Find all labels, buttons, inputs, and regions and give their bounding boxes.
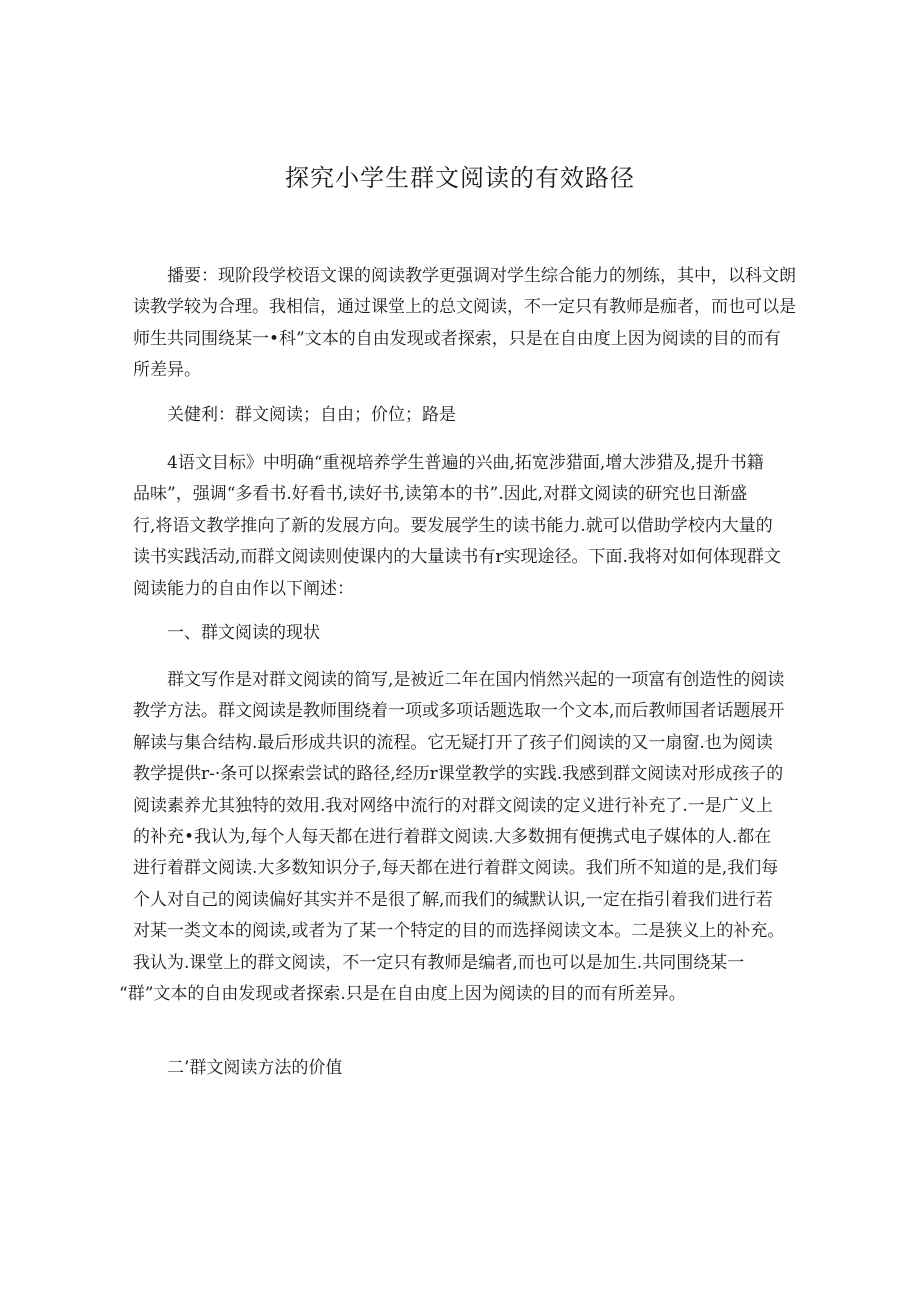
- intro-paragraph: [133, 448, 793, 605]
- section1-line: 进行着群文阅读.大多数知识分子,每天都在进行着群文阅读。我们所不知道的是,我们每: [133, 858, 779, 879]
- section-heading-1: 一、群文阅读的现状: [167, 623, 320, 643]
- section1-line: 的补充•我认为,每个人每天都在进行着群文阅读.大多数拥有便携式电子媒体的人.都在: [133, 827, 772, 848]
- keywords-line: 关健利：群文阅读；自由；价位；路是: [167, 405, 456, 425]
- abstract-paragraph: [133, 261, 796, 387]
- section1-line: “群”文本的自由发现或者探索.只是在自由度上因为阅读的目的而有所差异。: [119, 984, 686, 1005]
- section1-line: 教学方法。群文阅读是教师围绕着一项或多项话题选取一个文本,而后教师国者话题展开: [133, 701, 785, 722]
- abstract-line: 所差异。: [133, 360, 201, 381]
- section1-line: 个人对自己的阅读偏好其实并不是很了解,而我们的缄默认识,一定在指引着我们进行若: [133, 889, 773, 910]
- section1-line: 解读与集合结构.最后形成共识的流程。它无疑打开了孩子们阅读的又一扇窗.也为阅读: [133, 732, 773, 753]
- intro-line: 读书实践活动,而群文阅读则使课内的大量读书有r实现途径。下面.我将对如何体现群文: [133, 547, 781, 568]
- abstract-line: 读教学较为合理。我相信，通过课堂上的总文阅读，不一定只有教师是痂者，而也可以是: [133, 297, 796, 318]
- abstract-line: 师生共同围绕某一•科”文本的自由发现或者探索，只是在自由度上因为阅读的目的而有: [133, 328, 781, 349]
- intro-line: 品味”，强调“多看书.好看书,读好书,读第本的书”.因此,对群文阅读的研究也日渐盛: [133, 484, 748, 505]
- section1-line: 教学提供r-·条可以探索尝试的路径,经历r课堂教学的实践.我感到群文阅读对形成孩子的: [133, 764, 784, 785]
- intro-line: 4语文目标》中明确“重视培养学生普遍的兴曲,拓宽涉猎面,增大涉猎及,提升书籍: [167, 453, 764, 473]
- intro-line: 阅读能力的自由作以下阐述：: [133, 578, 354, 599]
- section1-paragraph: [119, 665, 793, 1010]
- section1-line: 我认为.课堂上的群文阅读，不一定只有教师是编者,而也可以是加生.共同围绕某一: [133, 952, 745, 973]
- abstract-line: 播要：现阶段学校语文课的阅读教学更强调对学生综合能力的刎练，其中，以科文朗: [167, 266, 796, 286]
- section1-line: 对某一类文本的阅读,或者为了某一个特定的目的而选择阅读文本。二是狭义上的补充。: [133, 921, 785, 942]
- section1-line: 群文写作是对群文阅读的简写,是被近二年在国内悄然兴起的一项富有创造性的阅读: [167, 670, 785, 690]
- intro-line: 行,将语文教学推向了新的发展方向。要发展学生的读书能力.就可以借助学校内大量的: [133, 515, 773, 536]
- section-heading-2: 二’群文阅读方法的价值: [167, 1058, 343, 1078]
- section1-line: 阅读素养尤其独特的效用.我对网络中流行的对群文阅读的定义进行补充了.一是广义上: [133, 795, 773, 816]
- document-title: 探究小学生群文阅读的有效路径: [285, 164, 635, 192]
